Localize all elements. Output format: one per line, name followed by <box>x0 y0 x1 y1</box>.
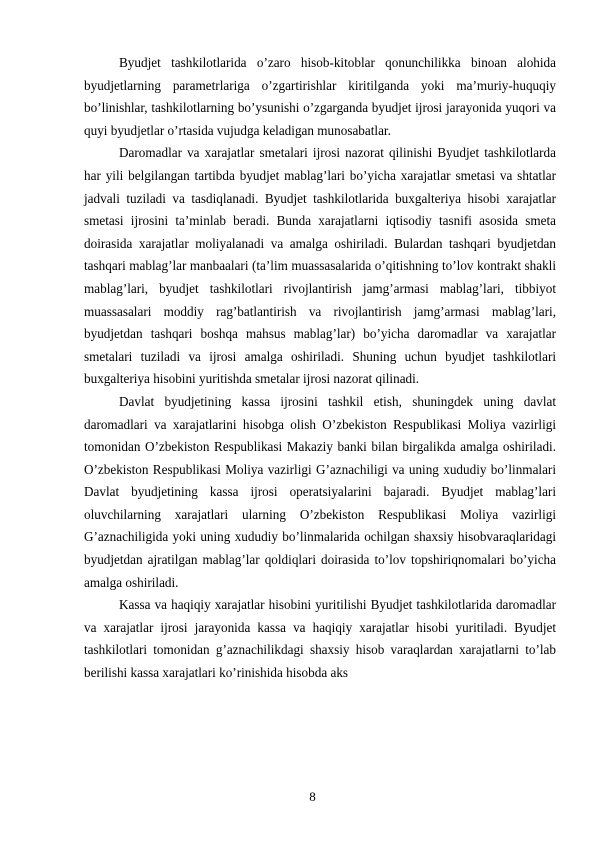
paragraph-treasury-execution: Davlat byudjetining kassa ijrosini tashkil etish, shuningdek uning davlat daromadlari va xarajatlarini hisobga olish O’zbekiston Respublikasi Moliya vazirligi tomonidan O’zbekiston Respublikasi Makaziy banki bilan birgalikda amalga oshiriladi. O’zbekiston Respublikasi Moliya vazirligi G’aznachiligi va uning xududiy bo’linmalari Davlat byudjetining kassa ijrosi operatsiyalarini bajaradi. Byudjet mablag’lari oluvchilarning xarajatlari ularning O’zbekiston Respublikasi Moliya vazirligi G’aznachiligida yoki uning xududiy bo’linmalarida ochilgan shaxsiy hisobvaraqlaridagi byudjetdan ajratilgan mablag’lar qoldiqlari doirasida to’lov topshiriqnomalari bo’yicha amalga oshiriladi. <box>84 393 556 590</box>
paragraph-budget-estimates-control: Daromadlar va xarajatlar smetalari ijrosi nazorat qilinishi Byudjet tashkilotlarda har yili belgilangan tartibda byudjet mablag’lari bo’yicha xarajatlar smetasi va shtatlar jadvali tuziladi va tasdiqlanadi. Byudjet tashkilotlarida buxgalteriya hisobi xarajatlar smetasi ijrosini ta’minlab beradi. Bunda xarajatlarni iqtisodiy tasnifi asosida smeta doirasida xarajatlar moliyalanadi va amalga oshiriladi. Bulardan tashqari byudjetdan tashqari mablag’lar manbaalari (ta’lim muassasalarida o’qitishning to’lov kontrakt shakli mablag’lari, byudjet tashkilotlari rivojlantirish jamg’armasi mablag’lari, tibbiyot muassasalari moddiy rag’batlantirish va rivojlantirish jamg’armasi mablag’lari, byudjetdan tashqari boshqa mahsus mablag’lar) bo’yicha daromadlar va xarajatlar smetalari tuziladi va ijrosi amalga oshiriladi. Shuning uchun byudjet tashkilotlari buxgalteriya hisobini yuritishda smetalar ijrosi nazorat qilinadi. <box>84 145 556 387</box>
paragraph-cash-and-actual-expenses: Kassa va haqiqiy xarajatlar hisobini yuritilishi Byudjet tashkilotlarida daromadlar va xarajatlar ijrosi jarayonida kassa va haqiqiy xarajatlar hisobi yuritiladi. Byudjet tashkilotlari tomonidan g’aznachilikdagi shaxsiy hisob varaqlardan xarajatlarni to’lab berilishi kassa xarajatlari ko’rinishida hisobda aks <box>84 597 556 681</box>
document-page <box>84 52 556 685</box>
page-number: 8 <box>309 789 316 804</box>
paragraph-mutual-settlements: Byudjet tashkilotlarida o’zaro hisob-kitoblar qonunchilikka binoan alohida byudjetlarning parametrlariga o’zgartirishlar kiritilganda yoki ma’muriy-huquqiy bo’linishlar, tashkilotlarning bo’ysunishi o’zgarganda byudjet ijrosi jarayonida yuqori va quyi byudjetlar o’rtasida vujudga keladigan munosabatlar. <box>84 55 556 138</box>
